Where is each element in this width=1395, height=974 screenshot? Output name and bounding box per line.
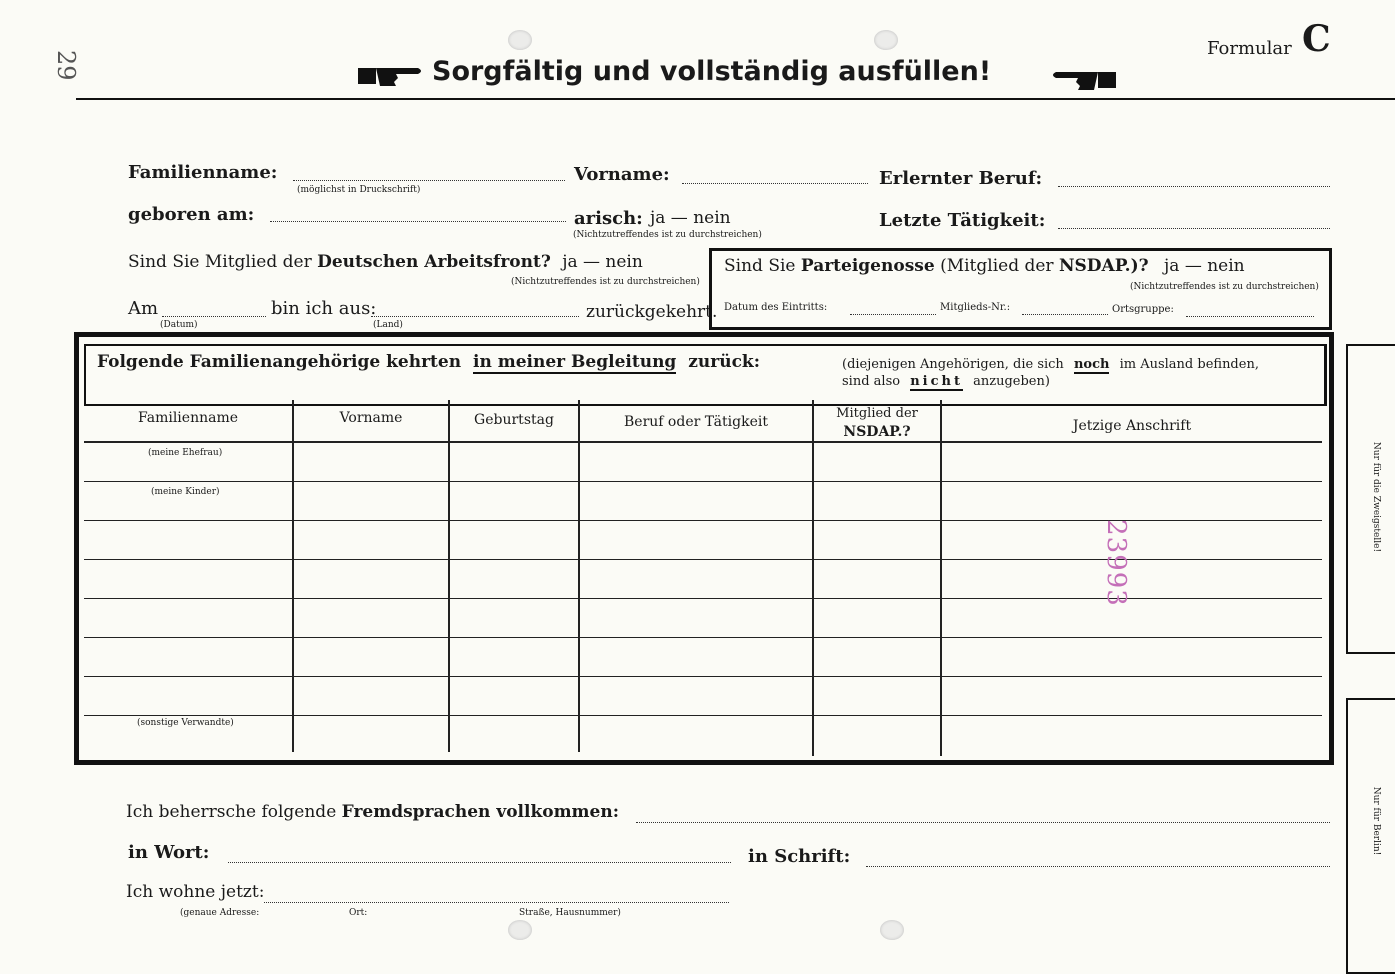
archive-stamp: 23993 xyxy=(1100,519,1131,607)
nsdap-question-mid: (Mitglied der xyxy=(940,256,1054,276)
family-table-note-1 xyxy=(842,357,1259,372)
wohne-label: Ich wohne jetzt: xyxy=(126,882,265,902)
wohne-field[interactable] xyxy=(264,902,729,903)
row-label-kinder: (meine Kinder) xyxy=(151,487,220,497)
bin-label: bin ich aus: xyxy=(271,298,377,319)
wohne-adresse-note: (genaue Adresse: xyxy=(180,908,260,918)
daf-question-bold: Deutschen Arbeitsfront? xyxy=(317,252,551,272)
family-table-title xyxy=(97,352,760,372)
nsdap-question-pre: Sind Sie xyxy=(724,256,796,276)
family-note-2b: anzugeben) xyxy=(973,374,1050,389)
punch-hole xyxy=(874,30,898,50)
punch-hole xyxy=(508,920,532,940)
row-rule xyxy=(84,481,1322,482)
family-note-nicht: nicht xyxy=(910,374,963,389)
sprachen-label xyxy=(126,802,619,822)
wohne-ort-note: Ort: xyxy=(349,908,368,918)
arisch-value[interactable]: ja — nein xyxy=(650,208,731,228)
geboren-label: geboren am: xyxy=(128,204,255,225)
col-header-nsdap: NSDAP.? xyxy=(843,424,911,440)
row-rule xyxy=(84,637,1322,638)
zurueck-label: zurückgekehrt. xyxy=(586,302,718,322)
punch-hole xyxy=(508,30,532,50)
col-divider-3 xyxy=(578,400,580,752)
land-note: (Land) xyxy=(373,320,403,330)
nsdap-question-bold2: NSDAP.)? xyxy=(1058,256,1149,276)
pointing-hand-right-icon xyxy=(358,60,424,94)
arisch-label: arisch: xyxy=(574,208,643,229)
side-box-zweigstelle-label: Nur für die Zweigstelle! xyxy=(1371,441,1381,553)
col-divider-1 xyxy=(292,400,294,752)
family-title-post: zurück: xyxy=(688,352,760,372)
col-header-rule xyxy=(84,441,1322,443)
am-date-field[interactable] xyxy=(162,316,266,317)
sprachen-field[interactable] xyxy=(636,822,1330,823)
letzte-field[interactable] xyxy=(1058,228,1330,229)
beruf-label: Erlernter Beruf: xyxy=(879,168,1043,189)
row-label-ehefrau: (meine Ehefrau) xyxy=(148,448,223,458)
daf-question xyxy=(128,252,643,272)
pointing-hand-left-icon xyxy=(1050,64,1116,98)
arisch-note: (Nichtzutreffendes ist zu durchstreichen) xyxy=(573,230,762,240)
row-rule xyxy=(84,715,1322,716)
family-note-1a: (diejenigen Angehörigen, die sich xyxy=(842,357,1064,372)
col-header-beruf: Beruf oder Tätigkeit xyxy=(624,414,768,430)
formular-letter: C xyxy=(1302,18,1331,60)
nsdap-question-bold: Parteigenosse xyxy=(800,256,935,276)
schrift-field[interactable] xyxy=(866,866,1330,867)
row-rule xyxy=(84,559,1322,560)
row-label-verwandte: (sonstige Verwandte) xyxy=(137,718,234,728)
familienname-field[interactable] xyxy=(293,180,565,181)
geboren-field[interactable] xyxy=(270,221,566,222)
family-note-noch: noch xyxy=(1073,357,1110,372)
familienname-label: Familienname: xyxy=(128,162,278,183)
beruf-field[interactable] xyxy=(1058,186,1330,187)
family-title-underlined: in meiner Begleitung xyxy=(473,352,677,372)
header-rule xyxy=(76,98,1395,100)
row-rule xyxy=(84,676,1322,677)
family-note-2a: sind also xyxy=(842,374,901,389)
col-divider-5 xyxy=(940,400,942,756)
daf-question-pre: Sind Sie Mitglied der xyxy=(128,252,312,272)
am-label: Am xyxy=(128,298,159,319)
family-note-1b: im Ausland befinden, xyxy=(1119,357,1259,372)
vorname-label: Vorname: xyxy=(574,164,670,185)
nsdap-answer[interactable]: ja — nein xyxy=(1164,256,1245,276)
family-table-note-2 xyxy=(842,374,1050,389)
nsdap-mitglieds-label: Mitglieds-Nr.: xyxy=(940,302,1011,313)
col-header-mitglied: Mitglied der xyxy=(836,406,918,421)
col-header-anschrift: Jetzige Anschrift xyxy=(1072,418,1192,434)
page-number: 29 xyxy=(52,50,80,81)
wort-field[interactable] xyxy=(228,862,731,863)
col-divider-4 xyxy=(812,400,814,756)
punch-hole xyxy=(880,920,904,940)
col-divider-2 xyxy=(448,400,450,752)
schrift-label: in Schrift: xyxy=(748,846,851,867)
familienname-note: (möglichst in Druckschrift) xyxy=(297,185,421,195)
nsdap-ortsgruppe-field[interactable] xyxy=(1186,316,1314,317)
land-field[interactable] xyxy=(371,316,579,317)
col-header-vorname: Vorname xyxy=(339,410,403,426)
nsdap-ortsgruppe-label: Ortsgruppe: xyxy=(1112,304,1174,315)
letzte-label: Letzte Tätigkeit: xyxy=(879,210,1046,231)
col-header-familienname: Familienname xyxy=(137,410,239,426)
wohne-strasse-note: Straße, Hausnummer) xyxy=(519,908,621,918)
nsdap-question xyxy=(724,256,1245,276)
row-rule xyxy=(84,520,1322,521)
formular-label: Formular xyxy=(1207,38,1292,59)
nsdap-mitglieds-field[interactable] xyxy=(1022,314,1108,315)
header-title: Sorgfältig und vollständig ausfüllen! xyxy=(432,56,992,87)
daf-answer[interactable]: ja — nein xyxy=(562,252,643,272)
nsdap-datum-label: Datum des Eintritts: xyxy=(724,302,828,313)
wort-label: in Wort: xyxy=(128,842,210,863)
sprachen-pre: Ich beherrsche folgende xyxy=(126,802,337,822)
vorname-field[interactable] xyxy=(682,183,868,184)
side-box-berlin-label: Nur für Berlin! xyxy=(1371,786,1381,856)
nsdap-note: (Nichtzutreffendes ist zu durchstreichen) xyxy=(1130,282,1319,292)
am-date-note: (Datum) xyxy=(160,320,198,330)
row-rule xyxy=(84,598,1322,599)
nsdap-datum-field[interactable] xyxy=(850,314,936,315)
col-header-geburtstag: Geburtstag xyxy=(474,412,554,428)
family-title-pre: Folgende Familienangehörige kehrten xyxy=(97,352,462,372)
daf-note: (Nichtzutreffendes ist zu durchstreichen) xyxy=(511,277,700,287)
sprachen-bold: Fremdsprachen vollkommen: xyxy=(341,802,620,822)
